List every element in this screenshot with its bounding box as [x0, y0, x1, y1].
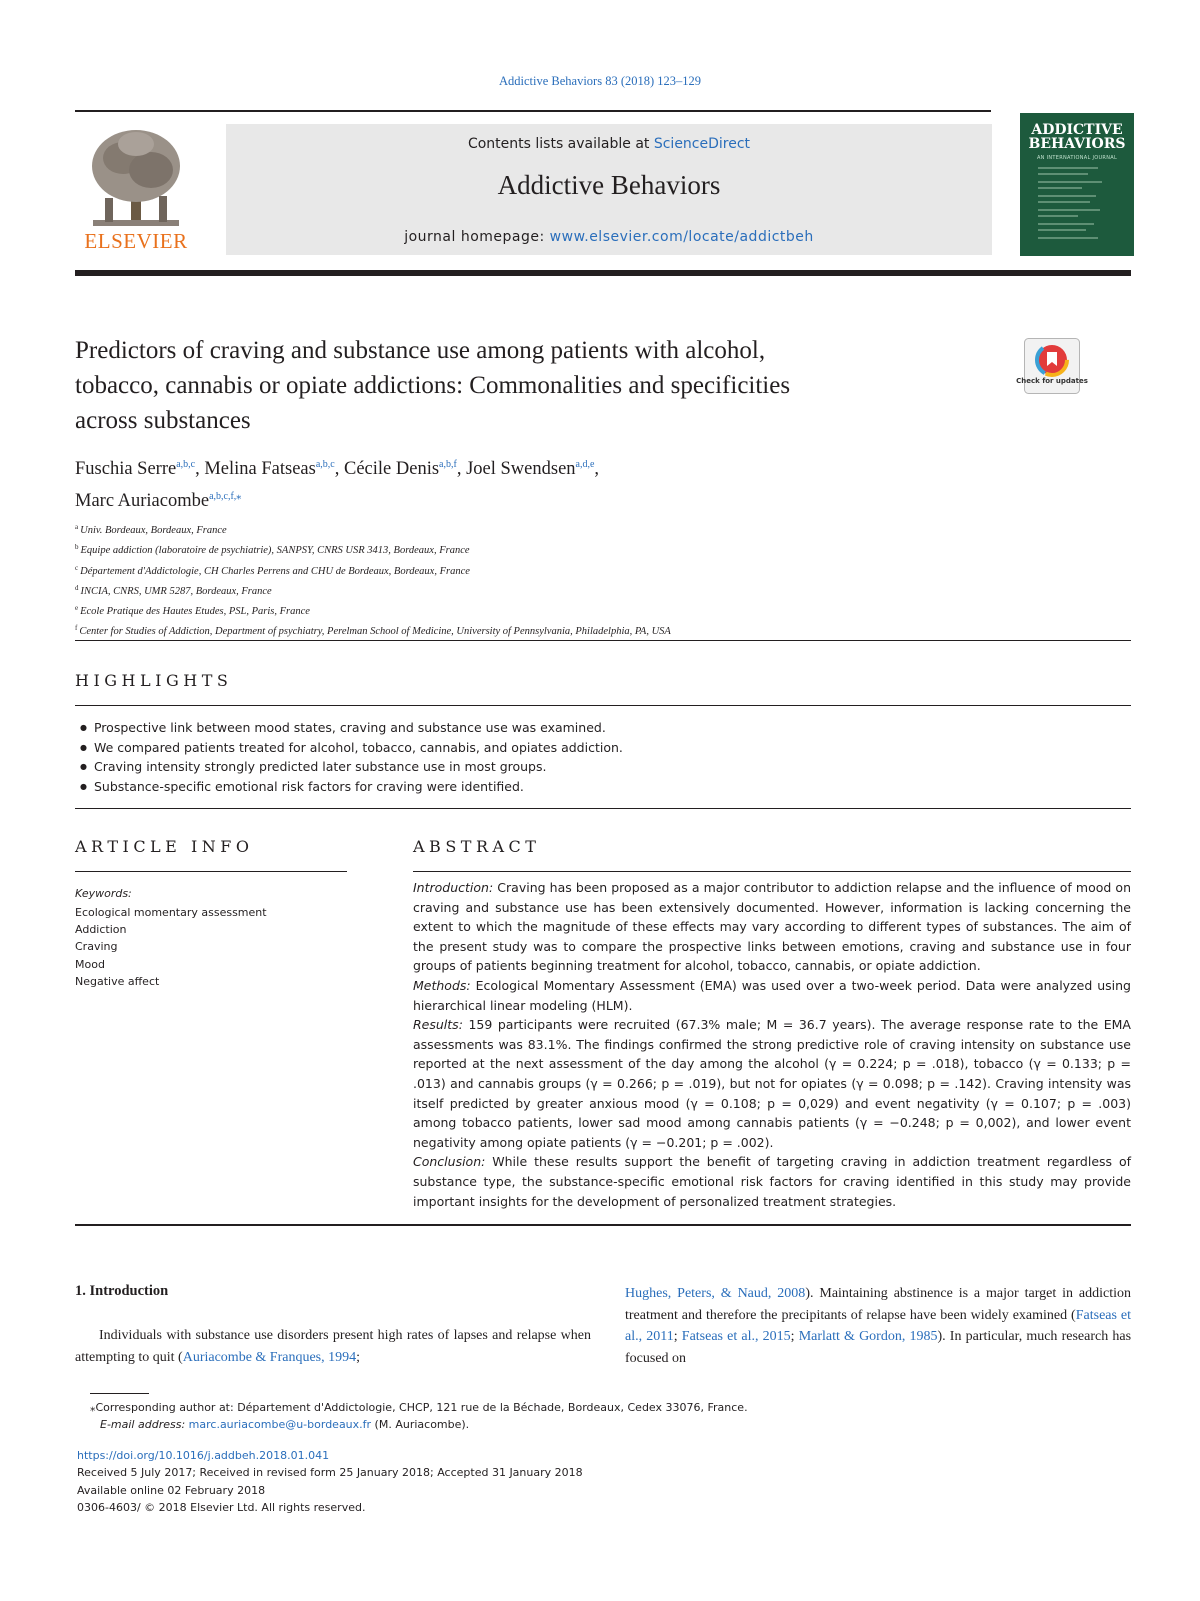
- citation-link[interactable]: Auriacombe & Franques, 1994: [182, 1349, 357, 1365]
- keyword-item[interactable]: Craving: [75, 940, 118, 954]
- highlights-list: [80, 718, 1120, 796]
- journal-name: Addictive Behaviors: [497, 170, 721, 200]
- abstract-body: [413, 878, 1131, 1211]
- abstract-heading: ABSTRACT: [413, 837, 541, 856]
- doi-link[interactable]: https://doi.org/10.1016/j.addbeh.2018.01.041: [77, 1449, 330, 1462]
- cover-contents-lines: [1038, 167, 1116, 247]
- tree-icon: [92, 130, 180, 226]
- introduction-column-left: Individuals with substance use disorders present high rates of lapses and relapse when attempting to quit (Auriacombe & Franques, 1994;: [75, 1328, 591, 1365]
- citation-link[interactable]: Marlatt & Gordon, 1985: [798, 1329, 938, 1344]
- highlights-heading: HIGHLIGHTS: [75, 671, 233, 690]
- abstract-results: Results: 159 participants were recruited (67.3% male; M = 36.7 years). The average response rate to the EMA assessments was 83.1%. The findings confirmed the strong predictive role of craving intensity on substance use reported at the next assessment of the day among the alcohol (γ = 0.224; p = .018), tobacco (γ = 0.133; p = .013) and cannabis groups (γ = 0.266; p = .019), but not for opiates (γ = 0.098; p = .142). Craving intensity was itself predicted by greater anxious mood (γ = 0.108; p = 0,029) and event negativity (γ = 0.107; p = .003) among tobacco patients, lower sad mood among cannabis patients (γ = −0.248; p = 0,002), and lower event negativity among opiate patients (γ = −0.201; p = .002).: [413, 1017, 1131, 1150]
- abstract-introduction: Introduction: Craving has been proposed as a major contributor to addiction relapse and the influence of mood on craving and substance use has been extensively documented. However, information is lacking concerning the extent to which the magnitude of these effects may vary according to different types of substances. The aim of the present study was to compare the prospective links between emotions, craving and substance use in four groups of patients beginning treatment for alcohol, tobacco, cannabis, or opiate addiction.: [413, 880, 1131, 974]
- affiliation-item: $^a$ Univ. Bordeaux, Bordeaux, France: [75, 523, 227, 536]
- author[interactable]: Melina Fatseas$^{a,b,c}$: [204, 459, 335, 479]
- homepage-prefix: journal homepage:: [404, 229, 550, 245]
- copyright-line: 0306-4603/ © 2018 Elsevier Ltd. All rights reserved.: [77, 1501, 366, 1515]
- affiliation-item: $^b$ Equipe addiction (laboratoire de psychiatrie), SANPSY, CNRS USR 3413, Bordeaux, France: [75, 543, 470, 557]
- header-divider: [75, 110, 991, 112]
- affiliation-item: $^d$ INCIA, CNRS, UMR 5287, Bordeaux, France: [75, 583, 272, 597]
- author[interactable]: Fuschia Serre$^{a,b,c}$: [75, 459, 196, 479]
- author[interactable]: Cécile Denis$^{a,b,f}$: [344, 459, 457, 479]
- cover-subtitle: AN INTERNATIONAL JOURNAL: [1036, 155, 1118, 161]
- abstract-conclusion: Conclusion: While these results support the benefit of targeting craving in addiction treatment regardless of substance type, the substance-specific emotional risk factors for craving identified in this study may provide important insights for the development of personalized treatment strategies.: [413, 1154, 1131, 1209]
- cover-title: ADDICTIVE BEHAVIORS: [1028, 122, 1126, 152]
- section-divider: [75, 808, 1131, 809]
- keywords-label: Keywords:: [75, 887, 132, 900]
- contents-line: [226, 136, 992, 152]
- section-divider: [75, 705, 1131, 706]
- homepage-line: [226, 229, 992, 245]
- highlight-item: ● We compared patients treated for alcohol, tobacco, cannabis, and opiates addiction.: [80, 738, 1120, 758]
- article-info-heading: ARTICLE INFO: [75, 837, 254, 856]
- keyword-item[interactable]: Mood: [75, 957, 105, 971]
- citation-link[interactable]: Fatseas et al., 2011: [625, 1307, 1131, 1344]
- abstract-divider: [413, 871, 1131, 872]
- elsevier-logo: [75, 124, 197, 254]
- keywords-list: [75, 904, 267, 990]
- author[interactable]: Joel Swendsen$^{a,d,e}$: [466, 459, 595, 479]
- affiliation-item: $^f$ Center for Studies of Addiction, Department of psychiatry, Perelman School of Medicine, University of Pennsylvania, Philadelphia, PA, USA: [75, 624, 671, 638]
- article-info-divider: [75, 871, 347, 872]
- keyword-item[interactable]: Ecological momentary assessment: [75, 906, 267, 919]
- elsevier-wordmark: ELSEVIER: [84, 229, 188, 253]
- header-thick-divider: [75, 270, 1131, 276]
- highlight-item: ● Substance-specific emotional risk factors for craving were identified.: [80, 777, 1120, 797]
- affiliation-item: $^c$ Département d'Addictologie, CH Charles Perrens and CHU de Bordeaux, Bordeaux, France: [75, 563, 470, 577]
- highlight-item: ● Prospective link between mood states, craving and substance use was examined.: [80, 718, 1120, 738]
- email-link[interactable]: marc.auriacombe@u-bordeaux.fr: [188, 1418, 372, 1431]
- author[interactable]: Marc Auriacombe$^{a,b,c,f,⁎}$: [75, 491, 242, 511]
- abstract-methods: Methods: Ecological Momentary Assessment (EMA) was used over a two-week period. Data were analyzed using hierarchical linear modeling (HLM).: [413, 977, 1131, 1013]
- available-online: Available online 02 February 2018: [77, 1483, 266, 1497]
- article-title: Predictors of craving and substance use among patients with alcohol, tobacco, cannabis or opiate addictions: Commonalities and specificities across substances: [75, 337, 791, 434]
- corresponding-author-note: ⁎Corresponding author at: Département d'Addictologie, CHCP, 121 rue de la Béchade, Bordeaux, Cedex 33076, France.: [90, 1401, 748, 1414]
- introduction-column-right: Hughes, Peters, & Naud, 2008). Maintaining abstinence is a major target in addiction treatment and therefore the precipitants of relapse have been widely examined (Fatseas et al., 2011; Fatseas et al., 2015; Marlatt & Gordon, 1985). In particular, much research has focused on: [625, 1286, 1132, 1366]
- author-list: Fuschia Serre$^{a,b,c}$, Melina Fatseas$^{a,b,c}$, Cécile Denis$^{a,b,f}$, Joel Swendsen$^{a,d,e}$, Marc Auriacombe$^{a,b,c,f,⁎}$: [75, 459, 600, 511]
- journal-homepage-link[interactable]: www.elsevier.com/locate/addictbeh: [549, 229, 814, 245]
- keyword-item[interactable]: Negative affect: [75, 974, 160, 988]
- keyword-item[interactable]: Addiction: [75, 923, 127, 937]
- sciencedirect-link[interactable]: ScienceDirect: [653, 136, 751, 152]
- citation-link[interactable]: Hughes, Peters, & Naud, 2008: [625, 1286, 806, 1301]
- affiliation-item: $^e$ Ecole Pratique des Hautes Etudes, PSL, Paris, France: [75, 604, 310, 618]
- journal-citation-link[interactable]: Addictive Behaviors 83 (2018) 123–129: [498, 74, 702, 88]
- contents-prefix: Contents lists available at: [467, 136, 654, 152]
- introduction-heading: 1. Introduction: [75, 1283, 169, 1299]
- journal-header-box: [226, 124, 992, 255]
- received-dates: Received 5 July 2017; Received in revised form 25 January 2018; Accepted 31 January 2018: [77, 1466, 583, 1480]
- crossmark-label: Check for updates: [1016, 377, 1088, 385]
- journal-cover-thumbnail[interactable]: [1020, 113, 1134, 256]
- abstract-bottom-divider: [75, 1224, 1131, 1226]
- article-metadata: [77, 1447, 583, 1517]
- check-for-updates-badge[interactable]: [1016, 338, 1088, 394]
- section-divider: [75, 640, 1131, 641]
- citation-link[interactable]: Fatseas et al., 2015: [681, 1329, 791, 1344]
- email-note: E-mail address: marc.auriacombe@u-bordeaux.fr (M. Auriacombe).: [100, 1418, 470, 1431]
- highlight-item: ● Craving intensity strongly predicted later substance use in most groups.: [80, 757, 1120, 777]
- affiliation-list: [75, 519, 1125, 641]
- footnote-divider: [90, 1393, 149, 1394]
